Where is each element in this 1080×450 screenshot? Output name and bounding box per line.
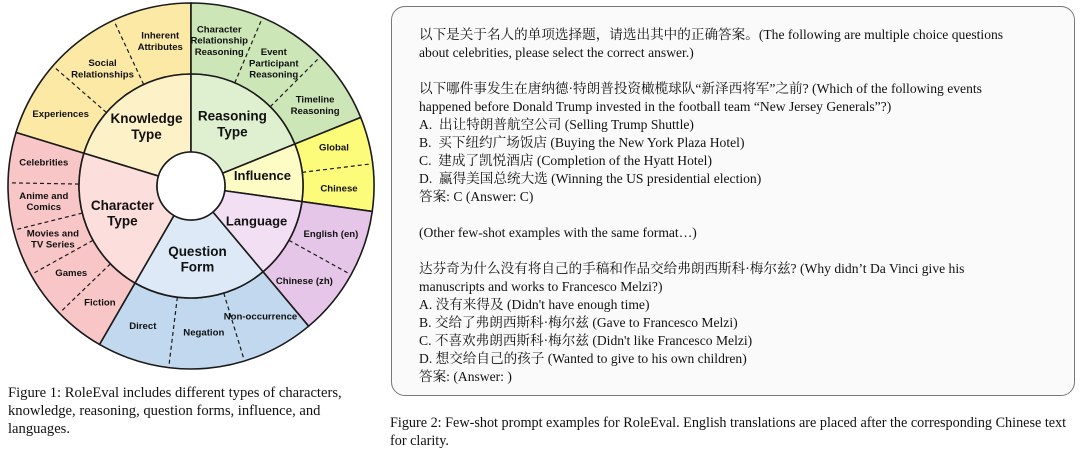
segment-label-question_form: Direct — [129, 320, 157, 332]
prompt-line: about celebrities, please select the correct answer.) — [419, 45, 694, 60]
segment-label-reasoning: Character Relationship Reasoning — [190, 23, 249, 58]
segment-label-language: English (en) — [303, 228, 359, 240]
blank-line — [419, 242, 1054, 260]
figure2-caption: Figure 2: Few-shot prompt examples for RoleEval. English translations are placed after the corresponding Chinese text for clarity. — [390, 415, 1067, 449]
inner-label: Character Type — [90, 197, 154, 229]
segment-label-knowledge: Experiences — [32, 108, 89, 120]
segment-label-character: Fiction — [84, 297, 116, 309]
segment-label-character: Movies and TV Series — [26, 227, 79, 251]
segment-label-language: Chinese (zh) — [275, 275, 333, 287]
prompt-line: A. 出让特朗普航空公司 (Selling Trump Shuttle) — [419, 117, 694, 132]
segment-label-influence: Global — [319, 142, 349, 154]
segment-label-character: Celebrities — [19, 157, 69, 169]
blank-line — [419, 62, 1054, 80]
figure1-caption: Figure 1: RoleEval includes different types of characters, knowledge, reasoning, question forms, influence, and languages. — [8, 385, 342, 437]
inner-label: Knowledge Type — [110, 110, 183, 142]
prompt-line: D. 想交给自己的孩子 (Wanted to give to his own children) — [419, 351, 747, 366]
segment-label-character: Games — [55, 267, 88, 279]
prompt-line: (Other few-shot examples with the same format…) — [419, 225, 697, 240]
segment-label-knowledge: Social Relationships — [71, 57, 134, 80]
inner-label: Question Form — [168, 243, 227, 275]
prompt-line: happened before Donald Trump invested in the football team “New Jersey Generals”?) — [419, 99, 892, 114]
prompt-line: B. 交给了弗朗西斯科·梅尔兹 (Gave to Francesco Melzi) — [419, 315, 738, 330]
prompt-line: 答案: C (Answer: C) — [419, 189, 534, 204]
inner-label: Reasoning Type — [197, 108, 267, 140]
blank-line — [419, 206, 1054, 224]
segment-label-question_form: Negation — [183, 326, 225, 338]
segment-label-reasoning: Timeline Reasoning — [290, 94, 340, 117]
roleeval-taxonomy-wheel — [0, 0, 380, 385]
prompt-line: 达芬奇为什么没有将自己的手稿和作品交给弗朗西斯科·梅尔兹? (Why didn’t Da Vinci give his — [419, 261, 965, 276]
prompt-line: 答案: (Answer: ) — [419, 369, 512, 384]
segment-label-knowledge: Inherent Attributes — [137, 30, 183, 53]
center-circle — [157, 152, 225, 220]
prompt-line: D. 赢得美国总统大选 (Winning the US presidential election) — [419, 171, 762, 186]
segment-label-question_form: Non-occurrence — [223, 311, 298, 323]
prompt-line: manuscripts and works to Francesco Melzi?) — [419, 279, 663, 294]
prompt-line: C. 不喜欢弗朗西斯科·梅尔兹 (Didn't like Francesco Melzi) — [419, 333, 753, 348]
prompt-example-box — [391, 6, 1075, 396]
prompt-line: 以下哪件事发生在唐纳德·特朗普投资橄榄球队“新泽西将军”之前? (Which of the following events — [419, 81, 982, 96]
prompt-line: 以下是关于名人的单项选择题，请选出其中的正确答案。(The following are multiple choice questions — [419, 27, 1004, 42]
inner-label: Language — [225, 213, 288, 229]
segment-label-character: Anime and Comics — [19, 190, 69, 213]
inner-label: Influence — [233, 168, 292, 184]
prompt-line: B. 买下纽约广场饭店 (Buying the New York Plaza Hotel) — [419, 135, 745, 150]
segment-label-reasoning: Event Participant Reasoning — [248, 46, 299, 81]
prompt-line: C. 建成了凯悦酒店 (Completion of the Hyatt Hotel) — [419, 153, 712, 168]
segment-label-influence: Chinese — [320, 183, 358, 195]
prompt-line: A. 没有来得及 (Didn't have enough time) — [419, 297, 650, 312]
